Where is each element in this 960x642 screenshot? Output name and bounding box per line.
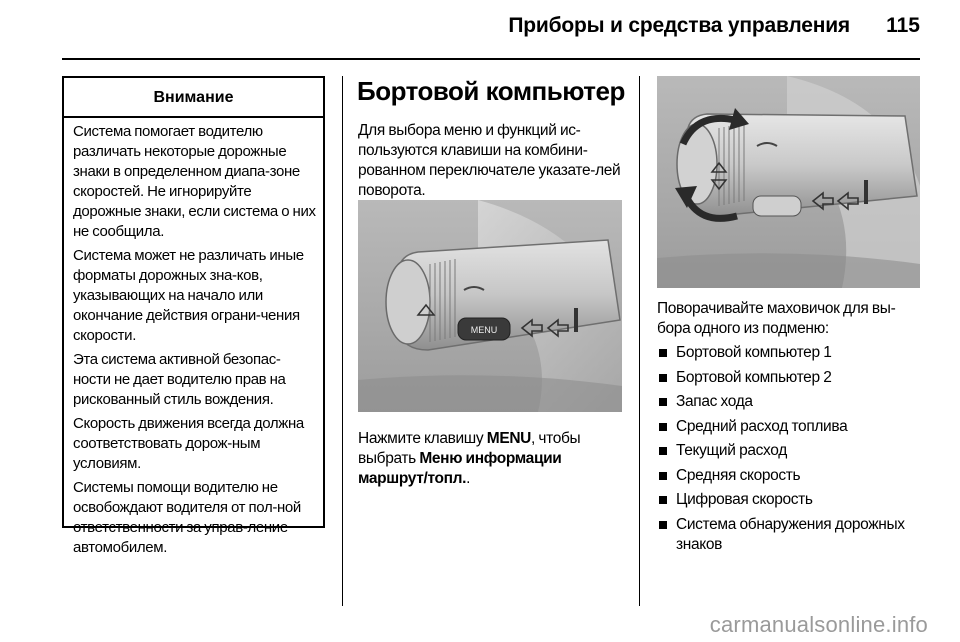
menu-path-label: Меню информации маршрут/топл. bbox=[358, 450, 562, 487]
submenu-list bbox=[657, 343, 927, 559]
column-divider-left bbox=[342, 76, 343, 606]
warning-paragraph: Эта система активной безопас-ности не дает водителю прав на рискованный стиль вождения. bbox=[73, 351, 286, 408]
column-divider-right bbox=[639, 76, 640, 606]
warning-title: Внимание bbox=[64, 78, 323, 118]
warning-paragraph: Система может не различать иные форматы дорожных зна-ков, указывающих на начало или окончание действия ограни-чения скорости. bbox=[73, 247, 304, 344]
submenu-item: Текущий расход bbox=[657, 441, 927, 461]
submenu-item: Средняя скорость bbox=[657, 466, 927, 486]
page-number: 115 bbox=[886, 14, 920, 37]
submenu-item: Бортовой компьютер 1 bbox=[657, 343, 927, 363]
submenu-item: Средний расход топлива bbox=[657, 417, 927, 437]
warning-box bbox=[62, 76, 325, 556]
warning-body bbox=[64, 118, 323, 558]
menu-button-label: MENU bbox=[470, 325, 498, 335]
section-title: Бортовой компьютер bbox=[357, 76, 625, 106]
stalk-rotate-wheel-photo bbox=[657, 76, 920, 288]
submenu-item: Бортовой компьютер 2 bbox=[657, 368, 927, 388]
warning-paragraph: Скорость движения всегда должна соответствовать дорож-ным условиям. bbox=[73, 415, 304, 472]
warning-paragraph: Система помогает водителю различать некоторые дорожные знаки в определенном диапа-зоне скоростей. Не игнорируйте дорожные знаки, если система о них не сообщила. bbox=[73, 123, 316, 240]
section-intro: Для выбора меню и функций ис-пользуются клавиши на комбини-рованном переключателе указате-лей поворота. bbox=[358, 122, 621, 199]
warning-paragraph: Системы помощи водителю не освобождают водителя от пол-ной ответственности за управ-ление автомобилем. bbox=[73, 479, 301, 556]
menu-key-label: MENU bbox=[486, 430, 532, 447]
stalk-menu-button-photo bbox=[358, 200, 622, 412]
press-text-suffix: . bbox=[466, 470, 471, 487]
watermark: carmanualsonline.info bbox=[709, 612, 928, 637]
press-text-prefix: Нажмите клавишу bbox=[358, 430, 487, 447]
submenu-item: Запас хода bbox=[657, 392, 927, 412]
page-header-title: Приборы и средства управления bbox=[508, 14, 850, 37]
rotate-wheel-instruction: Поворачивайте маховичок для вы-бора одного из подменю: bbox=[657, 300, 896, 337]
press-text-middle: , чтобы выбрать bbox=[358, 430, 581, 467]
submenu-item: Система обнаружения дорожных знаков bbox=[657, 515, 927, 555]
press-menu-instruction bbox=[358, 429, 626, 489]
submenu-item: Цифровая скорость bbox=[657, 490, 927, 510]
header-divider bbox=[62, 58, 920, 60]
